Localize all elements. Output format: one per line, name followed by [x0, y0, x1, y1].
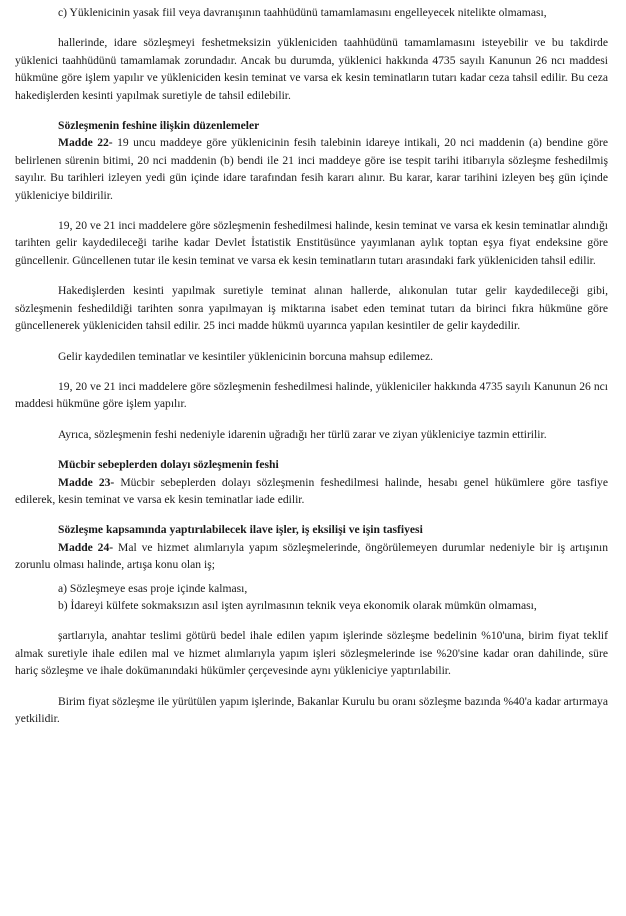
article-24-label: Madde 24-: [58, 540, 114, 554]
article-23-text: Mücbir sebeplerden dolayı sözleşmenin feshedilmesi halinde, hesabı genel hükümlere göre tasfiye edilerek, kesin teminat ve varsa ek kesin teminatlar iade edilir.: [15, 475, 608, 506]
paragraph-item-a: a) Sözleşmeye esas proje içinde kalması,: [58, 581, 248, 595]
article-24-text: Mal ve hizmet alımlarıyla yapım sözleşmelerinde, öngörülemeyen durumlar nedeniyle bir iş artışının zorunlu olması halinde, artışa konu olan iş;: [15, 540, 608, 572]
paragraph-continuation-taahhut: hallerinde, idare sözleşmeyi feshetmeksizin yükleniciden taahhüdünü tamamlamasını isteyebilir ve bu takdirde yüklenici taahhüdünü tamamlamak zorundadır. Ancak bu durumda, yüklenici hakkında 4735 sayılı Kanunun 26 ncı maddesi hükmüne göre işlem yapılır ve yükleniciden kesin teminat ve varsa ek kesin teminatların tutarı kadar ceza tahsil edilir. Bu ceza hakedişlerden kesinti yapılmak suretiyle de tahsil edilebilir.: [15, 36, 608, 102]
paragraph-bakanlar-kurulu: Birim fiyat sözleşme ile yürütülen yapım işlerinde, Bakanlar Kurulu bu oranı sözleşme bazında %40'a kadar artırmaya yetkilidir.: [15, 694, 608, 725]
paragraph-sartlariyla: şartlarıyla, anahtar teslimi götürü bedel ihale edilen yapım işlerinde sözleşme bedelinin %10'una, birim fiyat teklif almak suretiyle ihale edilen mal ve hizmet alımlarıyla yapım işleri sözleşmelerinde ise %20'sine kadar oran dahilinde, süre hariç sözleşme ve ihale dokümanındaki hükümler çerçevesinde aynı yükleniciye yaptırılabilir.: [15, 629, 608, 678]
article-24: [15, 539, 608, 574]
paragraph-kanun-26: 19, 20 ve 21 inci maddelere göre sözleşmenin feshedilmesi halinde, yükleniciler hakkında 4735 sayılı Kanunun 26 ncı maddesi hükmüne göre işlem yapılır.: [15, 379, 608, 411]
paragraph-item-c: c) Yüklenicinin yasak fiil veya davranışının taahhüdünü tamamlamasını engelleyecek nitelikte olmaması,: [58, 6, 547, 19]
paragraph-gelir-kaydi: Gelir kaydedilen teminatlar ve kesintiler yüklenicinin borcuna mahsup edilemez.: [58, 349, 434, 363]
paragraph-teminat-guncelleme: 19, 20 ve 21 inci maddelere göre sözleşmenin feshedilmesi halinde, kesin teminat ve varsa ek kesin teminatlar alındığı tarihten gelir kaydedileceği tarihe kadar Devlet İstatistik Enstitüsünce yayımlanan aylık toptan eşya fiyat endeksine göre güncellenir. Güncellenen tutar ile kesin teminat ve varsa ek kesin teminatların tutarı arasındaki fark yükleniciden tahsil edilir.: [15, 219, 608, 267]
section-heading-fesih-duzenlemeleri: Sözleşmenin feshine ilişkin düzenlemeler: [58, 119, 260, 133]
paragraph-item-b: b) İdareyi külfete sokmaksızın asıl işten ayrılmasının teknik veya ekonomik olarak mümkün olmaması,: [58, 598, 537, 612]
article-23: [15, 474, 608, 509]
article-22-label: Madde 22-: [58, 136, 113, 150]
paragraph-hakedis-kesinti: Hakedişlerden kesinti yapılmak suretiyle teminat alınan hallerde, alıkonulan tutar gelir kaydedileceği gibi, sözleşmenin feshedildiği tarihten sonra yapılmayan iş miktarına isabet eden teminat tutarı da birinci fıkra hükmüne göre güncellenerek yükleniciden tahsil edilir. 25 inci madde hükmü uyarınca yapılan kesintiler de gelir kaydedilir.: [15, 284, 608, 333]
section-heading-mucbir-sebep: Mücbir sebeplerden dolayı sözleşmenin feshi: [58, 458, 279, 472]
article-23-label: Madde 23-: [58, 475, 115, 489]
paragraph-tazmin: Ayrıca, sözleşmenin feshi nedeniyle idarenin uğradığı her türlü zarar ve ziyan yükleniciye tazmin ettirilir.: [58, 427, 547, 441]
article-22-text: 19 uncu maddeye göre yüklenicinin fesih talebinin idareye intikali, 20 nci maddenin (a) bendine göre belirlenen sürenin bitimi, 20 nci maddenin (b) bendi ile 21 inci maddeye göre ise tespit tarihi itibarıyla sözleşme feshedilmiş sayılır. Bu tarihleri izleyen yedi gün içinde idare tarafından fesih kararı alınır. Bu karar, karar tarihini izleyen beş gün içinde yükleniciye bildirilir.: [15, 136, 608, 202]
article-22: [15, 134, 608, 204]
section-heading-ilave-isler: Sözleşme kapsamında yaptırılabilecek ilave işler, iş eksilişi ve işin tasfiyesi: [58, 523, 423, 537]
